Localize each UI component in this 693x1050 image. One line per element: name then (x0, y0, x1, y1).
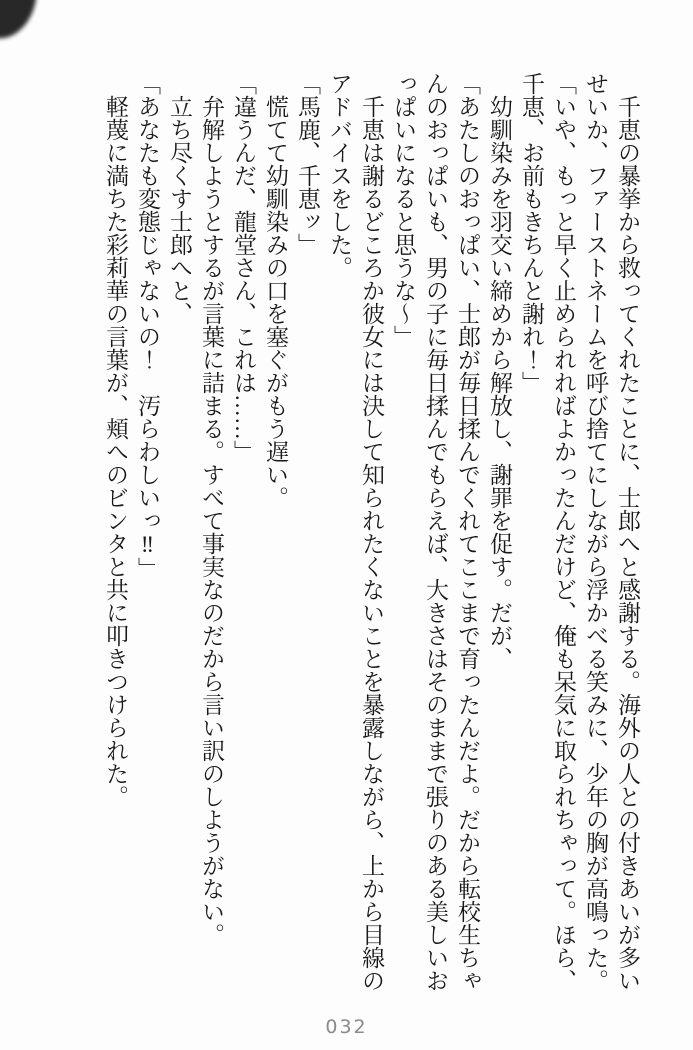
text-column: 弁解しようとするが言葉に詰まる。すべて事実なのだから言い訳のしようがない。 (199, 95, 224, 946)
text-column: 千恵の暴挙から救ってくれたことに、士郎へと感謝する。海外の人との付きあいが多い (615, 95, 640, 992)
text-column: っぱいになると思うな〜」 (391, 72, 416, 348)
text-column: 幼馴染みを羽交い締めから解放し、謝罪を促す。だが、 (487, 95, 512, 670)
text-column: 慌てて幼馴染みの口を塞ぐがもう遅い。 (263, 95, 288, 509)
vertical-text-block (99, 72, 643, 992)
text-column: んのおっぱいも、男の子に毎日揉んでもらえば、大きさはそのままで張りのある美しいお (423, 72, 448, 992)
text-column: 千恵、お前もきちんと謝れ！」 (519, 72, 544, 394)
text-column: 千恵は謝るどころか彼女には決して知られたくないことを暴露しながら、上から目線の (359, 95, 384, 992)
text-column: 立ち尽くす士郎へと、 (167, 95, 192, 325)
text-column: せいか、ファーストネームを呼び捨てにしながら浮かべる笑みに、少年の胸が高鳴った。 (583, 72, 608, 992)
page-number: 032 (325, 1016, 368, 1038)
text-column: アドバイスをした。 (327, 72, 352, 279)
text-column: 「馬鹿、千恵ッ」 (295, 72, 320, 256)
text-column: 「あなたも変態じゃないの！ 汚らわしいっ‼」 (135, 72, 160, 580)
text-column: 軽蔑に満ちた彩莉華の言葉が、頬へのビンタと共に叩きつけられた。 (103, 95, 128, 808)
text-column: 「違うんだ、龍堂さん、これは……」 (231, 72, 256, 463)
text-column: 「あたしのおっぱい、士郎が毎日揉んでくれてここまで育ったんだよ。だから転校生ちゃ (455, 72, 480, 992)
scan-artifact-smudge (0, 0, 38, 43)
text-column: 「いや、もっと早く止められればよかったんだけど、俺も呆気に取られちゃって。ほら、 (551, 72, 576, 992)
